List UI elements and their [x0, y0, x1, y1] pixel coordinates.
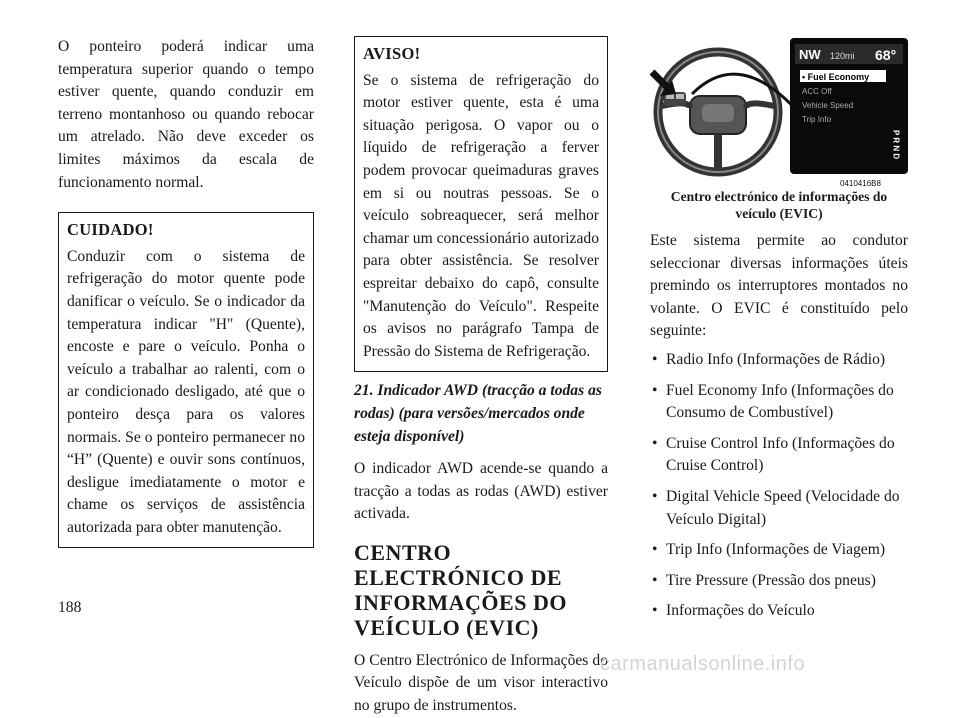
list-item: • Fuel Economy Info (Informações do Consumo de Combustível)	[650, 380, 908, 425]
awd-paragraph: O indicador AWD acende-se quando a tracção a todas as rodas (AWD) estiver activada.	[354, 460, 608, 523]
display-menu-item: ACC Off	[802, 87, 832, 96]
column-right	[650, 36, 908, 631]
evic-features-list	[650, 349, 908, 623]
awd-subheading: 21. Indicador AWD (tracção a todas as rodas) (para versões/mercados onde esteja disponível)	[354, 382, 602, 445]
steering-wheel-illustration	[650, 36, 908, 188]
list-item: • Trip Info (Informações de Viagem)	[650, 539, 908, 562]
caution-box	[58, 212, 314, 548]
column-middle	[354, 36, 608, 718]
warning-title: AVISO!	[363, 44, 421, 63]
display-range: 120mi	[830, 51, 855, 61]
coolant-gauge-paragraph: O ponteiro poderá indicar uma temperatura superior quando o tempo estiver quente, quando conduzir em terreno montanhoso ou quando rebocar um atrelado. Não deve exceder os limites máximos da escala de funcionamento normal.	[58, 38, 314, 191]
steering-wheel-icon	[658, 52, 778, 172]
list-item: • Digital Vehicle Speed (Velocidade do Veículo Digital)	[650, 486, 908, 531]
display-menu-item: • Fuel Economy	[802, 72, 870, 82]
page-number: 188	[58, 599, 82, 616]
column-left	[58, 36, 314, 548]
figure-id: 0410416B8	[840, 179, 881, 188]
evic-display	[790, 38, 908, 174]
evic-section-title: CENTRO ELECTRÓNICO DE INFORMAÇÕES DO VEÍCULO (EVIC)	[354, 539, 567, 640]
evic-intro-paragraph: Este sistema permite ao condutor seleccionar diversas informações úteis premindo os interruptores montados no volante. O EVIC é constituído pelo seguinte:	[650, 232, 908, 340]
caution-text: Conduzir com o sistema de refrigeração do motor quente pode danificar o veículo. Se o indicador da temperatura indicar "H" (Quente), encoste e pare o veículo. Ponha o veículo a trabalhar ao ralenti, com o ar condicionado desligado, até que o ponteiro desça para os valores normais. Se o ponteiro permanecer no “H” (Quente) e ouvir sons contínuos, desligue imediatamente o motor e chame os serviços de assistência autorizada para obter manutenção.	[67, 247, 305, 536]
figure-caption: Centro electrónico de informações do veículo (EVIC)	[670, 189, 888, 221]
warning-text: Se o sistema de refrigeração do motor estiver quente, esta é uma situação perigosa. O vapor ou o líquido de refrigeração a ferver podem provocar queimaduras graves em si ou noutras pessoas. Se o veículo sobreaquecer, será melhor chamar um concessionário autorizado para obter assistência. Se resolver espreitar debaixo do capô, consulte "Manutenção do Veículo". Respeite os avisos no parágrafo Tampa de Pressão do Sistema de Refrigeração.	[363, 71, 599, 360]
watermark: carmanualsonline.info	[600, 653, 806, 675]
warning-box	[354, 36, 608, 372]
display-menu-item: Vehicle Speed	[802, 101, 854, 110]
caution-title: CUIDADO!	[67, 220, 154, 240]
list-item: • Cruise Control Info (Informações do Cruise Control)	[650, 433, 908, 478]
display-heading: NW	[799, 47, 821, 62]
display-temp: 68°	[875, 47, 897, 63]
evic-figure	[650, 36, 908, 188]
list-item: • Tire Pressure (Pressão dos pneus)	[650, 570, 908, 593]
evic-section-paragraph: O Centro Electrónico de Informações do Veículo dispõe de um visor interactivo no grupo de instrumentos.	[354, 651, 608, 715]
gear-indicator: P R N D	[891, 130, 901, 160]
display-menu-item: Trip Info	[802, 115, 832, 124]
list-item: • Informações do Veículo	[650, 600, 908, 623]
list-item: • Radio Info (Informações de Rádio)	[650, 349, 908, 372]
